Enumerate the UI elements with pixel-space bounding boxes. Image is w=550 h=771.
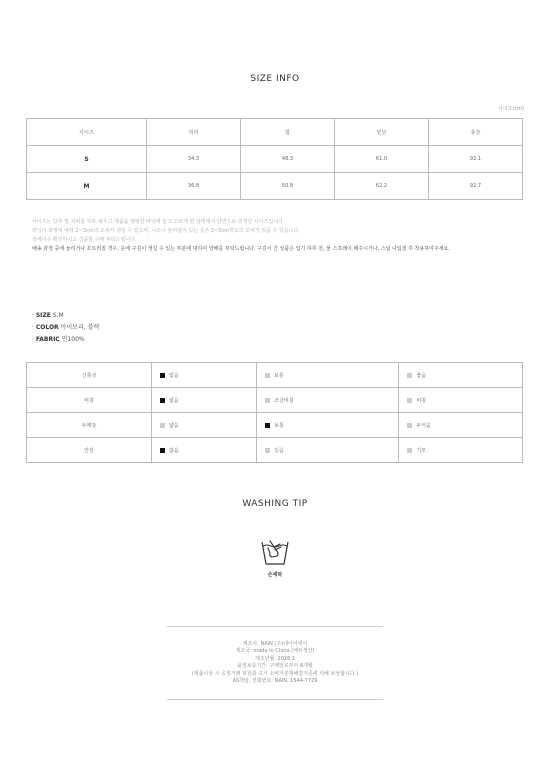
- fit-option: 좋음: [399, 363, 523, 388]
- size-value-cell: 50.8: [240, 173, 334, 200]
- checkbox-icon: [265, 398, 270, 403]
- size-value-cell: 48.3: [240, 146, 334, 173]
- fit-table: [26, 362, 523, 463]
- spec-color: · COLOR 아이보리, 블랙: [32, 324, 100, 331]
- checkbox-icon: [407, 373, 412, 378]
- footer-line: 품질보증기간: 구매일로부터 6개월: [237, 663, 313, 670]
- checkbox-icon: [407, 448, 412, 453]
- spec-color-value: 아이보리, 블랙: [60, 324, 100, 331]
- fit-option: 얇음: [152, 413, 257, 438]
- size-header-length: 총장: [428, 119, 522, 146]
- size-header-hem: 밑단: [334, 119, 428, 146]
- size-value-cell: 62.2: [334, 173, 428, 200]
- footer-line: AS책임, 전화번호: NAIN, 1544-7729: [232, 678, 318, 685]
- fit-option: 보통: [257, 413, 399, 438]
- note-line-shipping: 배송 과정 중에 눌리거나 흐트러질 경우, 옷에 구김이 생길 수 있는 부분에 대하여 양해를 부탁드립니다. 구김이 간 상품은 입기 하루 전, 물 스프레이 해주시거나, 스팀 나림질 후 착용하여주세요.: [32, 246, 450, 252]
- checkbox-icon: [160, 373, 165, 378]
- table-row: [27, 413, 523, 438]
- fit-row-label: 안감: [27, 438, 152, 463]
- table-row: [27, 363, 523, 388]
- checkbox-icon: [265, 448, 270, 453]
- fit-row-label: 신축성: [27, 363, 152, 388]
- checkbox-icon: [160, 448, 165, 453]
- footer-line: 제조국: made in China (해외생산): [235, 648, 315, 655]
- size-value-cell: 61.0: [334, 146, 428, 173]
- spec-fabric-label: FABRIC: [35, 336, 60, 343]
- spec-fabric-value: 면100%: [61, 336, 85, 343]
- checkbox-icon: [160, 423, 165, 428]
- footer-line: 제조년월: 2026.1: [254, 655, 296, 662]
- hand-wash-label: 손세탁: [267, 572, 283, 578]
- hand-wash-icon: [259, 538, 291, 568]
- spec-fabric: · FABRIC 면100%: [32, 336, 85, 343]
- fit-option: 기모: [399, 438, 523, 463]
- table-row: [27, 173, 523, 200]
- size-cell: S: [27, 146, 147, 173]
- size-value-cell: 92.1: [428, 146, 522, 173]
- spec-size-label: SIZE: [35, 312, 51, 319]
- checkbox-icon: [265, 423, 270, 428]
- note-line: 러닝이 과정에 따라 2~3cm의 오차가 생길 수 있으며, 니트나 늘어짐이 있는 옷은 2~5cm정도의 오차가 있을 수 있습니다.: [32, 228, 300, 234]
- spec-size-value: S,M: [52, 312, 64, 319]
- fit-row-label: 두께감: [27, 413, 152, 438]
- size-unit-label: 사이즈(cm): [497, 106, 524, 112]
- size-notes: [32, 218, 522, 254]
- fit-option: 없음: [152, 388, 257, 413]
- checkbox-icon: [407, 423, 412, 428]
- fit-option: 없음: [152, 363, 257, 388]
- size-cell: M: [27, 173, 147, 200]
- fit-option: 비침: [399, 388, 523, 413]
- size-header-hip: 힙: [240, 119, 334, 146]
- size-header-waist: 허리: [147, 119, 241, 146]
- washing-tip-title: WASHING TIP: [242, 499, 308, 509]
- footer-divider-bottom: [167, 699, 383, 700]
- fit-option: 보통: [257, 363, 399, 388]
- size-value-cell: 36.8: [147, 173, 241, 200]
- fit-option: 없음: [152, 438, 257, 463]
- product-info-footer: [160, 641, 390, 685]
- spec-color-label: COLOR: [35, 324, 59, 331]
- fit-row-label: 비침: [27, 388, 152, 413]
- footer-line: 제조사: NAIN (주)네이어네어: [242, 641, 308, 647]
- footer-divider-top: [167, 626, 383, 627]
- footer-line: (제품이상 시 공정거래 위원회 고시 소비자분쟁해결기준에 의해 보상합니다.): [191, 670, 359, 677]
- table-row: [27, 388, 523, 413]
- table-row: [27, 146, 523, 173]
- spec-size: · SIZE S,M: [32, 312, 64, 319]
- table-row: [27, 438, 523, 463]
- checkbox-icon: [407, 398, 412, 403]
- size-info-title: SIZE INFO: [250, 74, 300, 84]
- note-line: 사이즈는 단추 및 지퍼를 모두 채우고 제품을 평평한 바닥에 놓고 고르게 편 상태에서 단면으로 측정한 사이즈입니다.: [32, 219, 285, 225]
- size-header-size: 사이즈: [27, 119, 147, 146]
- fit-option: 있음: [257, 438, 399, 463]
- checkbox-icon: [160, 398, 165, 403]
- size-table: [26, 118, 523, 200]
- fit-option: 두꺼움: [399, 413, 523, 438]
- fit-option: 조금비침: [257, 388, 399, 413]
- size-table-header: [27, 119, 523, 146]
- size-value-cell: 92.7: [428, 173, 522, 200]
- checkbox-icon: [265, 373, 270, 378]
- note-line: 상세자수 확인하시고 신중한 구매 부탁드립니다.: [32, 237, 137, 243]
- size-value-cell: 34.3: [147, 146, 241, 173]
